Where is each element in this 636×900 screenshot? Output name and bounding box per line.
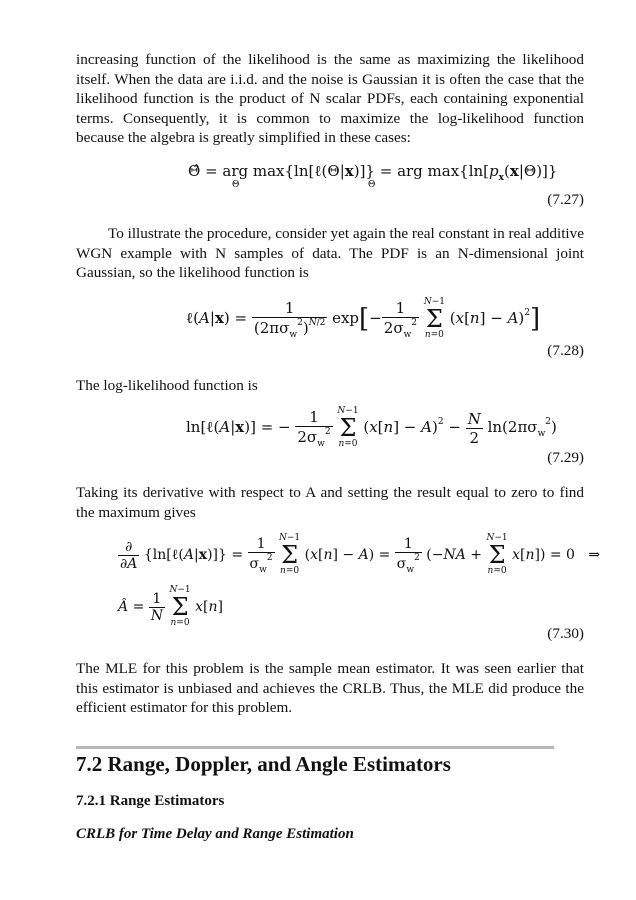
equation-number-7-29: (7.29)	[547, 449, 584, 466]
paragraph-4: Taking its derivative with respect to A and setting the result equal to zero to find the maximum gives	[76, 484, 584, 521]
paragraph-2: To illustrate the procedure, consider yet again the real constant in real additive WGN example with N samples of data. The PDF is an N-dimensional joint Gaussian, so the likelihood function is	[76, 225, 584, 282]
subsubsection-heading: CRLB for Time Delay and Range Estimation	[76, 826, 354, 842]
equation-7-27-body: Θ̂ = arg max{ln[ℓ(Θ|x)]} = arg $\max\{\ln[p_x(x|\Theta)]\}$	[188, 162, 558, 183]
subsection-heading: 7.2.1 Range Estimators	[76, 793, 225, 809]
paragraph-1: increasing function of the likelihood is the same as maximizing the likelihood itself. When the data are i.i.d. and the noise is Gaussian it is often the case that the likelihood function is the product of N scalar PDFs, each containing exponential terms. Consequently, it is common to maximize the log-likelihood function because the algebra is greatly simplified in these cases:	[76, 51, 584, 147]
paragraph-5: The MLE for this problem is the sample mean estimator. It was seen earlier that this estimator is unbiased and achieves the CRLB. Thus, the MLE did produce the efficient estimator for this problem.	[76, 660, 584, 717]
paragraph-3: The log-likelihood function is	[76, 377, 258, 394]
section-heading: 7.2 Range, Doppler, and Angle Estimators	[76, 752, 451, 776]
equation-number-7-30: (7.30)	[547, 625, 584, 642]
equation-number-7-28: (7.28)	[547, 342, 584, 359]
equation-number-7-27: (7.27)	[547, 191, 584, 208]
section-divider	[76, 746, 554, 749]
